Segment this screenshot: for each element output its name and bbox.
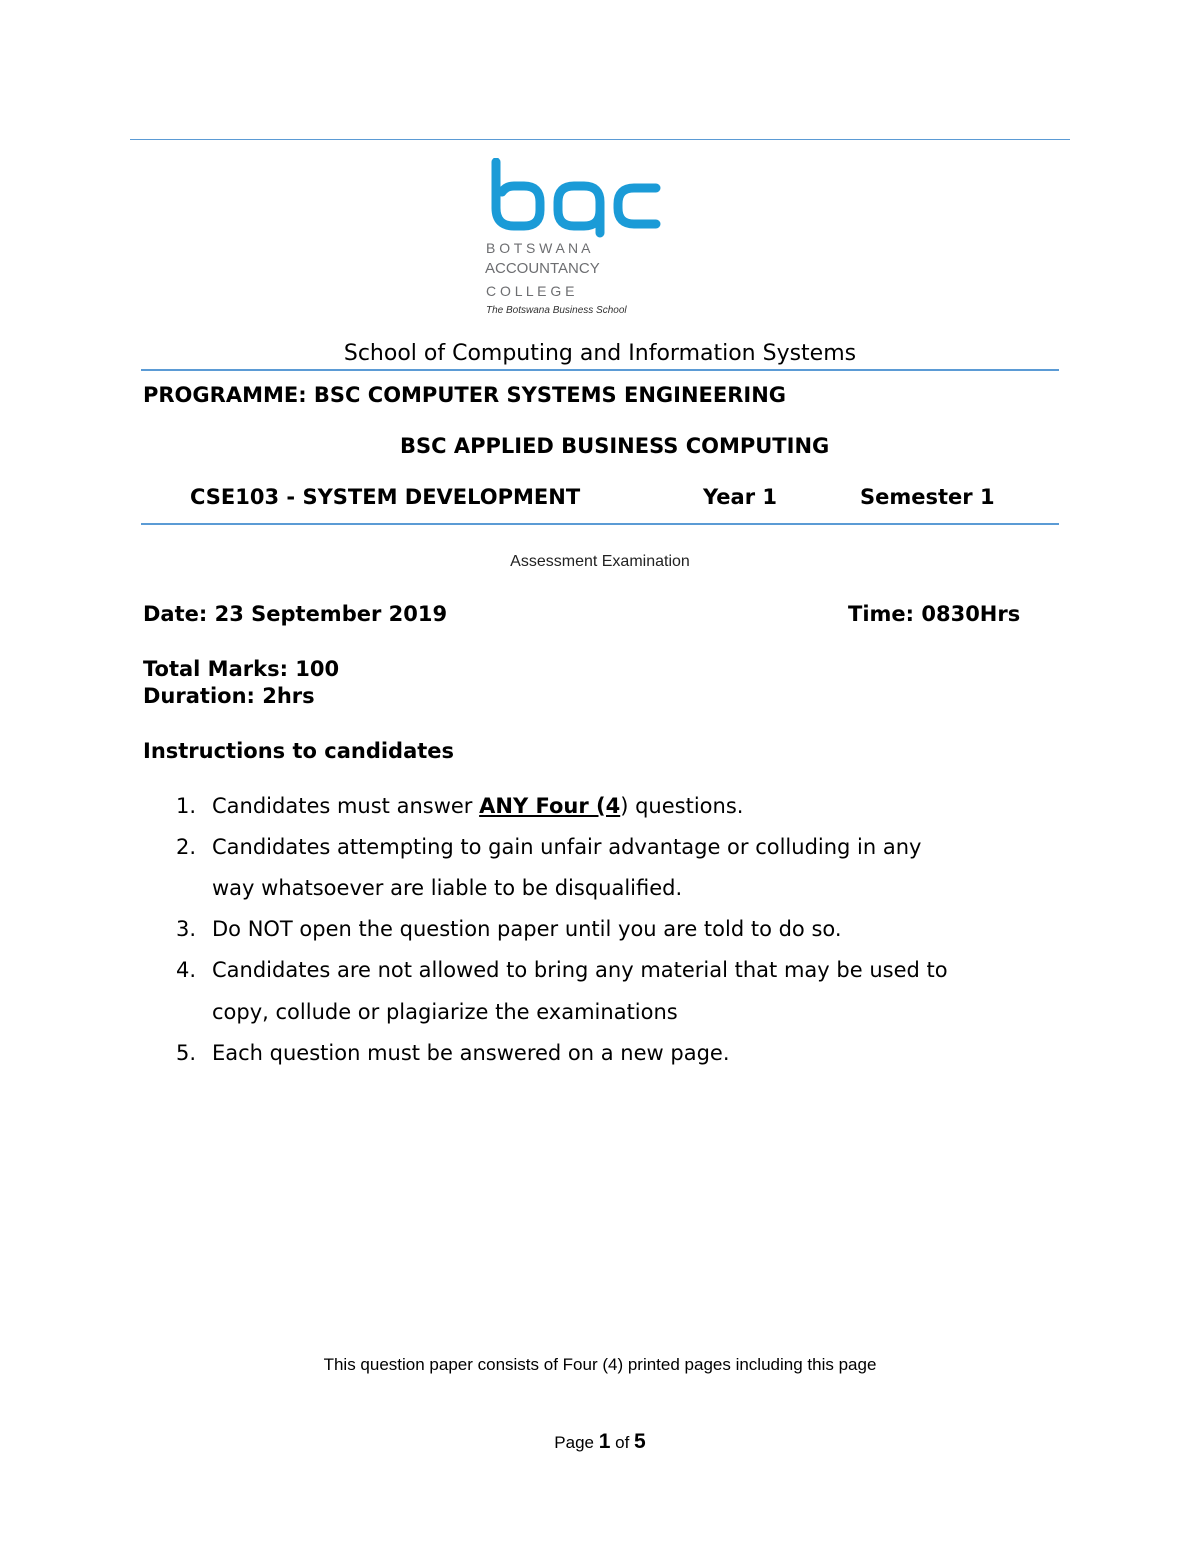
top-divider: [130, 139, 1070, 140]
instruction-number: 5.: [176, 1041, 197, 1065]
instruction-number: 1.: [176, 794, 197, 818]
instruction-text: Each question must be answered on a new page.: [212, 1041, 730, 1065]
course-title: CSE103 - SYSTEM DEVELOPMENT: [190, 485, 581, 509]
instruction-text-pre: Candidates must answer: [212, 794, 480, 818]
college-logo: [484, 158, 684, 318]
logo-tagline: The Botswana Business School: [486, 305, 627, 316]
exam-time: Time: 0830Hrs: [848, 602, 1021, 626]
exam-duration: Duration: 2hrs: [143, 684, 315, 708]
exam-type: Assessment Examination: [510, 553, 690, 570]
course-semester: Semester 1: [860, 485, 995, 509]
header-divider-top: [141, 369, 1059, 371]
exam-date: Date: 23 September 2019: [143, 602, 448, 626]
instruction-text: way whatsoever are liable to be disqualified.: [212, 876, 683, 900]
total-marks: Total Marks: 100: [143, 657, 340, 681]
instruction-emphasis: ANY Four (4: [479, 794, 621, 818]
page-of: of: [610, 1433, 635, 1452]
instruction-text-post: ) questions.: [620, 794, 744, 818]
page-total: 5: [634, 1430, 646, 1453]
page-label: Page: [554, 1433, 599, 1452]
instruction-number: 2.: [176, 835, 197, 859]
programme-secondary: BSC APPLIED BUSINESS COMPUTING: [400, 434, 830, 458]
instruction-text: Candidates attempting to gain unfair advantage or colluding in any: [212, 835, 922, 859]
course-year: Year 1: [703, 485, 777, 509]
instructions-title: Instructions to candidates: [143, 739, 455, 763]
instruction-text: [212, 794, 743, 818]
logo-line-accountancy: ACCOUNTANCY: [485, 260, 600, 277]
logo-line-college: C O L L E G E: [486, 283, 575, 299]
school-name: School of Computing and Information Systems: [343, 341, 857, 366]
header-divider-bottom: [141, 523, 1059, 525]
programme-title: PROGRAMME: BSC COMPUTER SYSTEMS ENGINEERING: [143, 383, 787, 407]
instruction-text: Do NOT open the question paper until you are told to do so.: [212, 917, 842, 941]
instruction-number: 4.: [176, 958, 197, 982]
page-number: [0, 1430, 1200, 1454]
instruction-text: copy, collude or plagiarize the examinations: [212, 1000, 678, 1024]
page-current: 1: [598, 1430, 611, 1453]
logo-line-botswana: B O T S W A N A: [486, 240, 591, 256]
page-count-note: This question paper consists of Four (4) printed pages including this page: [323, 1355, 877, 1374]
instruction-number: 3.: [176, 917, 197, 941]
instruction-text: Candidates are not allowed to bring any material that may be used to: [212, 958, 948, 982]
